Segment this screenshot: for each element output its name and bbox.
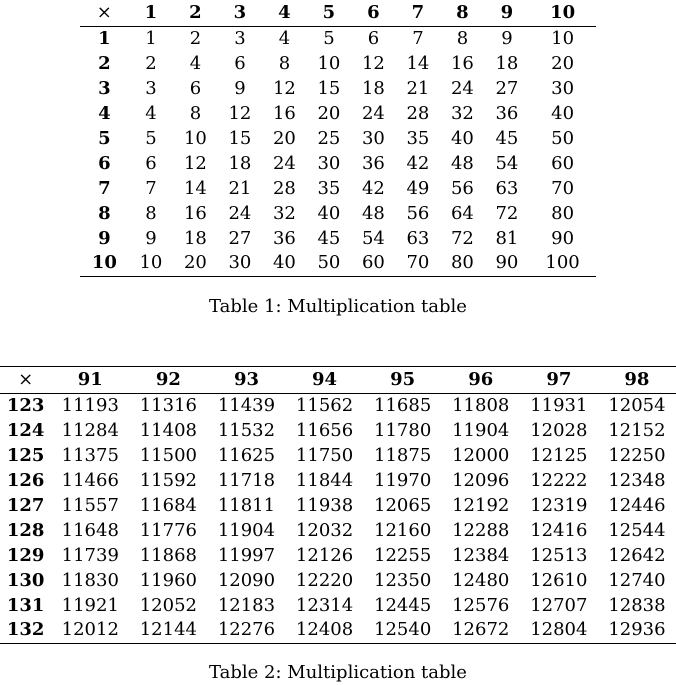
table-row [0,618,676,643]
table-cell: 4 [189,53,202,75]
table-cell: 27 [495,78,519,100]
table-cell: 12348 [608,470,666,492]
table-row [80,52,596,77]
column-header: 2 [189,2,202,23]
table-cell: 35 [406,128,430,149]
table-cell: 11868 [139,544,197,566]
table-row [0,568,676,593]
table-cell: 12032 [295,519,354,541]
table-cell: 11648 [61,519,119,541]
table-cell: 24 [361,103,385,125]
table-cell: 45 [317,227,341,249]
table-cell: 11921 [61,594,119,616]
table-cell: 12350 [374,569,432,591]
column-header: 8 [456,2,469,23]
column-header: 3 [233,2,247,23]
table-cell: 64 [450,202,474,224]
table-cell: 5 [323,28,335,50]
table-cell: 12610 [530,569,588,591]
table-cell: 25 [317,128,341,149]
table-header-row [80,0,596,27]
column-header: 4 [278,2,291,23]
table-cell: 4 [145,103,157,125]
table-cell: 11780 [374,420,432,442]
table-cell: 30 [361,128,385,149]
table-cell: 11562 [295,395,354,417]
table-cell: 49 [406,177,430,199]
table-cell: 9 [501,28,513,50]
column-header: 93 [233,369,259,390]
table-cell: 12446 [608,495,666,516]
table-cell: 36 [272,227,296,249]
table-cell: 12054 [608,395,666,417]
table-cell: 11284 [61,420,119,442]
table-cell: 12480 [452,569,510,591]
column-header: 5 [322,2,336,23]
table-cell: 54 [361,227,385,249]
table-cell: 12740 [608,569,666,591]
table-cell: 3 [234,28,246,50]
table-cell: 11739 [61,544,119,566]
column-header: 6 [367,2,380,23]
table-cell: 16 [183,202,207,224]
row-header: 6 [98,152,111,174]
column-header: 98 [624,369,650,390]
table-cell: 11970 [374,470,432,492]
multiplication-table-1 [80,0,596,277]
table-cell: 63 [495,177,519,199]
table-cell: 7 [145,177,157,199]
table-cell: 40 [317,202,341,224]
table-cell: 11776 [139,519,197,541]
table-cell: 36 [495,103,519,125]
table-cell: 12144 [139,619,197,641]
table-cell: 70 [406,252,430,274]
row-header: 131 [6,594,45,616]
table-cell: 12408 [295,619,354,641]
table-cell: 12838 [608,594,666,616]
table-cell: 63 [406,227,430,249]
table-cell: 2 [189,28,202,50]
row-header: 8 [98,202,111,224]
table-cell: 40 [272,252,296,274]
table-cell: 11931 [530,395,588,417]
table-cell: 12192 [452,495,510,516]
table-cell: 28 [272,177,296,199]
corner-cell: × [96,2,112,23]
table-cell: 24 [450,78,474,100]
column-header: 91 [77,369,103,390]
table-cell: 10 [139,252,163,274]
table-cell: 42 [361,177,385,199]
table-cell: 12544 [608,519,666,541]
table-cell: 11684 [139,495,197,516]
table-cell: 12096 [452,470,510,492]
table-cell: 8 [145,202,157,224]
table-cell: 12 [228,103,252,125]
table-cell: 12183 [217,594,276,616]
table-cell: 40 [450,128,474,149]
table-cell: 12319 [530,495,588,516]
table-cell: 18 [495,53,519,75]
table-cell: 11592 [139,470,197,492]
column-header: 10 [550,2,576,23]
table-cell: 40 [551,103,575,125]
table-cell: 11625 [217,445,276,467]
table-cell: 11466 [61,470,119,492]
table-cell: 12222 [530,470,588,492]
table-cell: 11808 [452,395,510,417]
table-cell: 32 [272,202,296,224]
table-row [0,394,676,419]
table-cell: 16 [272,103,296,125]
table-cell: 12276 [217,619,276,641]
row-header: 4 [98,103,111,125]
table-cell: 21 [228,177,252,199]
table-cell: 6 [189,78,202,100]
table-cell: 48 [450,152,474,174]
table-cell: 12028 [530,420,588,442]
table-cell: 12416 [530,519,588,541]
table-cell: 12250 [608,445,666,467]
table-cell: 50 [551,128,575,149]
table-cell: 9 [234,78,246,100]
table-cell: 12000 [452,445,510,467]
table-cell: 24 [272,152,296,174]
row-header: 123 [6,395,45,417]
table-cell: 10 [551,28,575,50]
table-cell: 54 [495,152,519,174]
table-cell: 11718 [217,470,276,492]
table-cell: 11997 [217,544,276,566]
table-cell: 30 [551,78,575,100]
table-cell: 11439 [217,395,276,417]
table-cell: 11830 [61,569,119,591]
table-row [0,593,676,618]
table-cell: 18 [183,227,207,249]
table-cell: 30 [228,252,252,274]
table-cell: 12255 [374,544,432,566]
table-row [0,419,676,444]
row-header: 124 [6,420,45,442]
table-cell: 18 [228,152,252,174]
table-cell: 20 [272,128,296,149]
table-cell: 12 [361,53,385,75]
table-2-caption: Table 2: Multiplication table [209,662,467,683]
table-cell: 12220 [295,569,354,591]
table-row [80,176,596,201]
table-cell: 42 [406,152,430,174]
table-cell: 8 [278,53,291,75]
table-row [80,102,596,127]
table-cell: 7 [412,28,424,50]
table-cell: 11811 [217,495,276,516]
table-cell: 15 [228,128,252,149]
column-header: 9 [500,2,514,23]
corner-cell: × [18,369,34,390]
table-cell: 12445 [374,594,432,616]
row-header: 2 [98,53,111,75]
table-cell: 27 [228,227,252,249]
table-cell: 70 [551,177,575,199]
table-cell: 11408 [139,420,197,442]
table-cell: 11685 [374,395,432,417]
table-cell: 90 [551,227,575,249]
table-cell: 12707 [530,594,588,616]
table-row [80,27,596,52]
table-cell: 12288 [452,519,510,541]
table-row [80,77,596,102]
table-cell: 9 [145,227,157,249]
table-row [0,469,676,494]
table-cell: 11656 [295,420,354,442]
column-header: 7 [411,2,425,23]
table-row [80,201,596,226]
table-cell: 35 [317,177,341,199]
table-cell: 56 [450,177,474,199]
row-header: 3 [98,78,111,100]
row-header: 127 [6,495,45,516]
table-cell: 28 [406,103,430,125]
table-1-caption: Table 1: Multiplication table [209,296,467,317]
table-cell: 14 [406,53,430,75]
table-cell: 12052 [139,594,197,616]
table-row [0,518,676,543]
row-header: 132 [6,619,45,641]
table-cell: 20 [551,53,575,75]
table-cell: 11844 [295,470,354,492]
row-header: 9 [98,227,111,249]
table-cell: 72 [450,227,474,249]
table-cell: 8 [189,103,202,125]
table-cell: 20 [183,252,207,274]
column-header: 95 [390,369,416,390]
table-cell: 6 [367,28,380,50]
table-cell: 12576 [452,594,510,616]
table-cell: 5 [145,128,157,149]
table-cell: 90 [495,252,519,274]
row-header: 1 [98,28,111,50]
table-cell: 11316 [139,395,197,417]
multiplication-table-2 [0,366,676,644]
table-cell: 12126 [295,544,354,566]
table-cell: 10 [317,53,341,75]
table-cell: 11750 [295,445,354,467]
row-header: 10 [91,252,117,274]
table-row [0,494,676,519]
table-cell: 11938 [295,495,354,516]
table-cell: 2 [145,53,157,75]
table-cell: 10 [183,128,207,149]
table-cell: 11532 [217,420,276,442]
column-header: 94 [312,369,338,390]
table-cell: 24 [228,202,252,224]
table-cell: 100 [545,252,580,274]
table-cell: 45 [495,128,519,149]
column-header: 92 [155,369,181,390]
table-cell: 3 [145,78,157,100]
table-cell: 60 [551,152,575,174]
row-header: 125 [6,445,45,467]
table-cell: 36 [361,152,385,174]
table-cell: 11904 [217,519,276,541]
row-header: 126 [6,470,45,492]
table-cell: 12384 [452,544,510,566]
row-header: 7 [98,177,111,199]
table-cell: 12125 [530,445,588,467]
table-cell: 12672 [452,619,510,641]
table-cell: 12804 [530,619,588,641]
row-header: 5 [98,128,111,149]
row-header: 128 [6,519,45,541]
table-row [0,543,676,568]
table-cell: 6 [145,152,157,174]
table-cell: 80 [551,202,575,224]
table-cell: 60 [361,252,385,274]
table-cell: 16 [450,53,474,75]
table-cell: 11193 [61,395,119,417]
table-row [80,127,596,152]
table-row [80,251,596,276]
table-cell: 11875 [374,445,432,467]
table-cell: 12642 [608,544,666,566]
column-header: 96 [468,369,494,390]
table-cell: 81 [495,227,519,249]
table-cell: 12314 [295,594,354,616]
table-cell: 30 [317,152,341,174]
table-cell: 12540 [374,619,432,641]
table-cell: 48 [361,202,385,224]
table-cell: 1 [145,28,157,50]
table-cell: 12012 [61,619,119,641]
table-cell: 21 [406,78,430,100]
table-row [80,151,596,176]
table-cell: 11375 [61,445,119,467]
column-header: 97 [546,369,572,390]
table-cell: 6 [234,53,246,75]
table-cell: 80 [450,252,474,274]
table-cell: 32 [450,103,474,125]
table-cell: 4 [278,28,291,50]
table-cell: 50 [317,252,341,274]
table-cell: 8 [456,28,469,50]
table-row [0,444,676,469]
table-cell: 12065 [374,495,432,516]
row-header: 130 [6,569,45,591]
table-header-row [0,367,676,394]
table-cell: 11557 [61,495,119,516]
table-cell: 72 [495,202,519,224]
table-cell: 12160 [374,519,432,541]
table-row [80,226,596,251]
table-cell: 11960 [139,569,197,591]
table-cell: 15 [317,78,341,100]
table-cell: 12513 [530,544,588,566]
row-header: 129 [6,544,45,566]
table-cell: 14 [183,177,207,199]
table-cell: 20 [317,103,341,125]
table-cell: 12 [183,152,207,174]
column-header: 1 [144,2,158,23]
table-cell: 18 [361,78,385,100]
table-cell: 11904 [452,420,510,442]
table-cell: 56 [406,202,430,224]
table-cell: 12936 [608,619,666,641]
table-cell: 12090 [217,569,276,591]
table-cell: 11500 [139,445,197,467]
table-cell: 12152 [608,420,666,442]
table-cell: 12 [272,78,296,100]
